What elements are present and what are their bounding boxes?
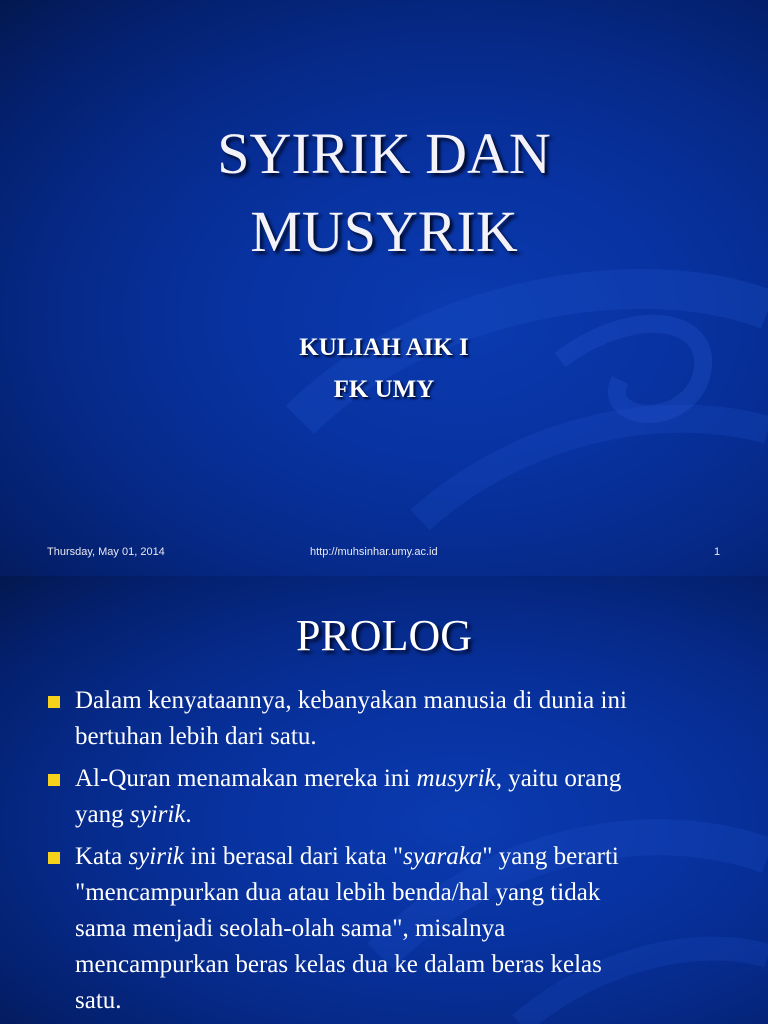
bullet-line: satu. [75,987,122,1014]
text-run: . [185,801,192,828]
bullet-line: "mencampurkan dua atau lebih benda/hal yang tidak [75,879,601,906]
slide-title: PROLOG [295,611,473,660]
text-run: Kata [75,843,129,870]
bullet-line [75,797,725,833]
bullet-text [75,839,725,1019]
footer-page-number: 1 [714,546,721,558]
text-run: Al-Quran menamakan mereka ini [75,765,417,792]
bullet-marker [48,852,60,864]
title-line-1: SYIRIK DAN [217,121,551,186]
bullet-line: bertuhan lebih dari satu. [75,723,317,750]
subtitle-institution: FK UMY [333,376,435,403]
bullet-line [75,839,725,875]
bullet-marker [48,774,60,786]
bullet-line [75,761,725,797]
subtitle-course: KULIAH AIK I [299,334,469,361]
text-run: , yaitu orang [495,765,622,792]
bullet-marker [48,696,60,708]
bullet-text [75,683,725,755]
italic-term: syirik [129,801,186,828]
text-run: " yang berarti [482,843,619,870]
footer-url: http://muhsinhar.umy.ac.id [310,546,438,558]
bullet-line: sama menjadi seolah-olah sama", misalnya [75,915,506,942]
title-line-2: MUSYRIK [250,199,518,264]
bullet-line: Dalam kenyataannya, kebanyakan manusia di dunia ini [75,687,627,714]
text-run: yang [75,801,130,828]
italic-term: syaraka [403,843,483,870]
bullet-line: mencampurkan beras kelas dua ke dalam beras kelas [75,951,602,978]
bullet-text [75,761,725,833]
slide-title [0,115,768,271]
text-run: ini berasal dari kata " [184,843,404,870]
footer-date: Thursday, May 01, 2014 [47,546,165,558]
italic-term: musyrik [416,765,496,792]
italic-term: syirik [128,843,184,870]
